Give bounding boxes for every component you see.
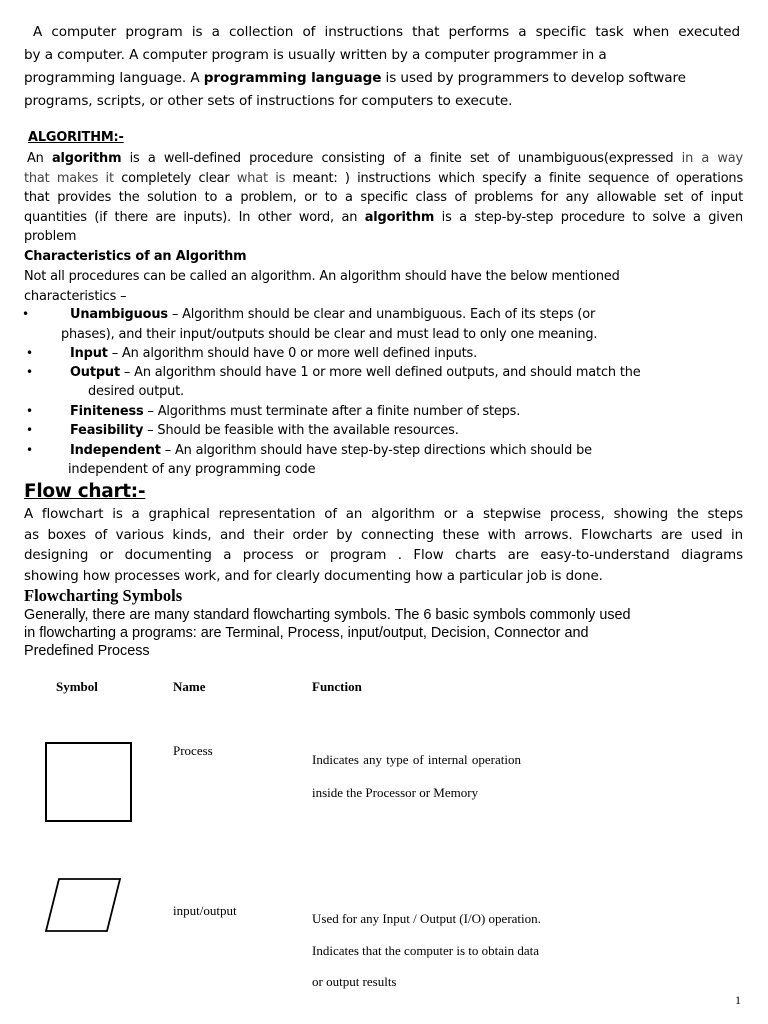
list-item: Output – An algorithm should have 1 or more well defined outputs, and should match the — [70, 365, 641, 380]
bullet-icon: • — [26, 443, 33, 457]
characteristics-list — [0, 305, 768, 485]
flowchart-heading: Flow chart:- — [24, 481, 146, 502]
bullet-icon: • — [26, 404, 33, 418]
algorithm-line-2: that makes it completely clear what is meant: ) instructions which specify a finite sequence of operations — [24, 170, 744, 186]
table-header-symbol: Symbol — [56, 679, 98, 694]
symbols-heading: Flowcharting Symbols — [24, 586, 183, 605]
table-header-function: Function — [312, 679, 362, 694]
intro-line-2: by a computer. A computer program is usually written by a computer programmer in a — [24, 47, 607, 63]
bullet-icon: • — [26, 346, 33, 360]
list-item-continuation: independent of any programming code — [68, 462, 316, 477]
list-item: Finiteness – Algorithms must terminate after a finite number of steps. — [70, 404, 521, 419]
intro-paragraph — [24, 21, 740, 113]
algorithm-line-3: that provides the solution to a problem, or to a specific class of problems for any allowable set of input — [24, 190, 743, 205]
list-item-continuation: desired output. — [88, 384, 185, 399]
bullet-icon: • — [26, 365, 33, 379]
intro-line-4: programs, scripts, or other sets of instructions for computers to execute. — [24, 93, 513, 109]
characteristics-heading: Characteristics of an Algorithm — [24, 249, 247, 264]
algorithm-line-5: problem — [24, 229, 77, 244]
intro-line-1: A computer program is a collection of instructions that performs a specific task when executed — [33, 24, 740, 40]
symbols-paragraph: Generally, there are many standard flowcharting symbols. The 6 basic symbols commonly used in flowcharting a programs: are Terminal, Process, input/output, Decision, Connector and Predefined Process — [24, 607, 631, 659]
input-output-symbol-icon — [44, 877, 122, 933]
flowchart-paragraph — [24, 505, 743, 587]
algorithm-paragraph — [24, 149, 743, 247]
bullet-icon: • — [26, 423, 33, 437]
process-symbol-icon — [44, 741, 134, 823]
characteristics-intro: Not all procedures can be called an algorithm. An algorithm should have the below mentioned characteristics – — [24, 269, 620, 304]
list-item: Independent – An algorithm should have step-by-step directions which should be — [70, 443, 592, 458]
flowchart-line-1: A flowchart is a graphical representation of an algorithm or a stepwise process, showing the steps — [24, 507, 743, 522]
flowchart-line-4: showing how processes work, and for clearly documenting how a particular job is done. — [24, 568, 603, 584]
table-row-process-name: Process — [173, 743, 213, 758]
programming-language-term: programming language — [203, 70, 382, 86]
flowchart-line-2: as boxes of various kinds, and their order by connecting these with arrows. Flowcharts are used in — [24, 527, 743, 543]
table-row-io-function: Used for any Input / Output (I/O) operation. Indicates that the computer is to obtain data or output results — [312, 911, 541, 989]
table-row-process-function: Indicates any type of internal operation inside the Processor or Memory — [312, 752, 521, 800]
list-item: Feasibility – Should be feasible with the available resources. — [70, 423, 459, 438]
page-number: 1 — [735, 993, 741, 1007]
algorithm-heading: ALGORITHM:- — [28, 130, 124, 145]
table-row-io-name: input/output — [173, 903, 237, 918]
list-item: Unambiguous – Algorithm should be clear and unambiguous. Each of its steps (or — [70, 307, 596, 322]
list-item-continuation: phases), and their input/outputs should be clear and must lead to only one meaning. — [61, 327, 598, 342]
intro-line-3: programming language. A programming language is used by programmers to develop software — [24, 70, 686, 86]
algorithm-line-1: An algorithm is a well-defined procedure consisting of a finite set of unambiguous(expressed in a way — [27, 151, 744, 166]
algorithm-line-4: quantities (if there are inputs). In other word, an algorithm is a step-by-step procedure to solve a given — [24, 209, 743, 225]
list-item: Input – An algorithm should have 0 or more well defined inputs. — [70, 346, 478, 361]
bullet-icon: • — [22, 307, 29, 321]
table-header-name: Name — [173, 679, 206, 694]
flowchart-line-3: designing or documenting a process or program . Flow charts are easy-to-understand diagrams — [24, 548, 743, 563]
